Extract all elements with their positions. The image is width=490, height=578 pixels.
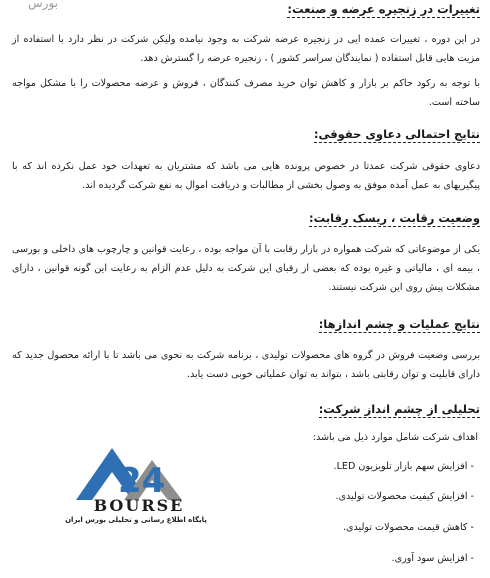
logo-wordmark: BOURSE <box>93 496 185 515</box>
logo-numeral: 24 <box>118 461 166 501</box>
paragraph-supply-chain-1: در این دوره ، تغییرات عمده ایی در زنجیره عرضه شرکت به وجود نیامده ولیکن شرکت در نظر دارد با استفاده از مزیت هایی قابل استفاده ( نمایندگان سراسر کشور ) ، زنجیره عرضه را گسترش دهد. <box>12 34 480 64</box>
goals-intro: اهداف شرکت شامل موارد ذیل می باشد: <box>312 432 478 443</box>
paragraph-competition: یکی از موضوعاتی که شرکت همواره در بازار رقابت با آن مواجه بوده ، رعایت قوانین و چارچوب های داخلی و بورسی ، بیمه ای ، مالیاتی و غیره بوده که بعضی از رقبای این شرکت به دلیل عدم الزام به رعایت این گونه قوانین ، دارای مشکلات پیش روی این شرکت نیستند. <box>12 244 480 293</box>
goal-item: - کاهش قیمت محصولات تولیدی. <box>342 522 474 533</box>
logo-tagline: پایگاه اطلاع رسانی و تحلیلی بورس ایران <box>65 516 207 524</box>
paragraph-supply-chain-2: با توجه به رکود حاکم بر بازار و کاهش توان خرید مصرف کنندگان ، فروش و عرضه محصولات را با مشکل مواجه ساخته است. <box>12 78 480 108</box>
heading-legal-claims: نتایج احتمالی دعاوی حقوقی: <box>313 127 480 141</box>
heading-company-outlook: تحلیلی از چشم انداز شرکت: <box>318 402 480 416</box>
paragraph-operations-outlook: بررسی وضعیت فروش در گروه های محصولات تولیدی ، برنامه شرکت به نحوی می باشد تا با ارائه محصول جدید که دارای قابلیت و توان رقابتی باشد ، بتواند به توان عملیاتی خوبی دست یابد. <box>12 350 480 380</box>
goal-item: - افزایش کیفیت محصولات تولیدی. <box>335 491 474 502</box>
goal-item: - افزایش سهم بازار تلویزیون LED. <box>333 461 474 472</box>
heading-supply-chain: تغییرات در زنجیره عرضه و صنعت: <box>287 2 480 16</box>
paragraph-legal-claims: دعاوی حقوقی شرکت عمدتا در خصوص پرونده هایی می باشد که مشتریان به تعهدات خود عمل نکرده اند که با پیگیریهای به عمل آمده موفق به وصول بخشی از مطالبات و دریافت اموال به نفع شرکت گردیده اند. <box>12 161 480 191</box>
heading-operations-outlook: نتایج عملیات و چشم اندازها: <box>318 317 480 331</box>
heading-competition: وضعیت رقابت ، ریسک رقابت: <box>309 211 480 225</box>
goal-item: - افزایش سود آوری. <box>391 553 474 564</box>
header-watermark: بورس <box>28 0 58 10</box>
